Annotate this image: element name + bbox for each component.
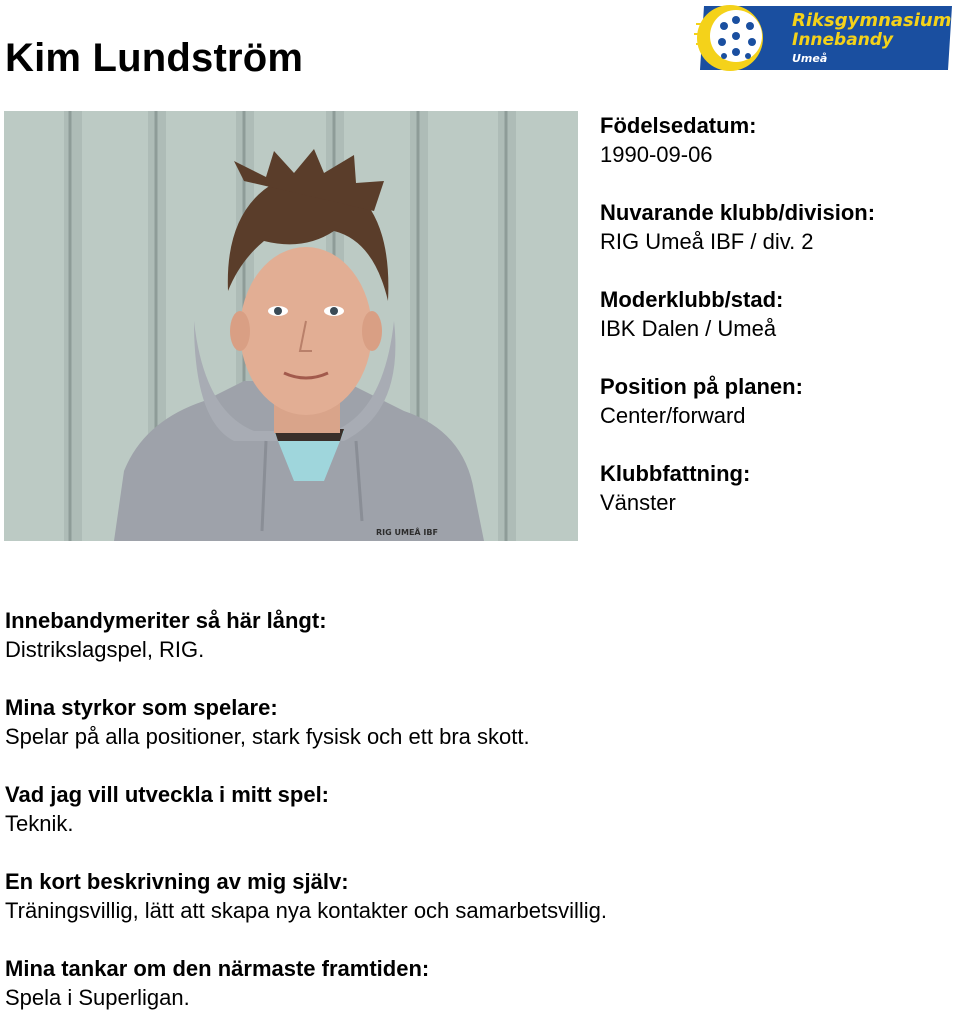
info-label: Klubbfattning: [600,461,751,486]
info-grip [600,459,955,517]
info-birthdate [600,111,955,169]
profile-sections [5,606,955,1012]
info-value: 1990-09-06 [600,142,713,167]
section-label: Mina styrkor som spelare: [5,695,278,720]
info-label: Nuvarande klubb/division: [600,200,876,225]
page-title: Kim Lundström [5,36,304,80]
info-label: Moderklubb/stad: [600,287,784,312]
section-value: Teknik. [5,811,74,836]
section-value: Spela i Superligan. [5,985,190,1010]
logo-line1: Riksgymnasium [792,10,952,31]
shirt-print: RIG UMEÅ IBF [376,528,438,537]
section-develop [5,780,955,838]
info-value: RIG Umeå IBF / div. 2 [600,229,814,254]
info-value: Vänster [600,490,676,515]
section-label: Vad jag vill utveckla i mitt spel: [5,782,330,807]
section-value: Träningsvillig, lätt att skapa nya kontakter och samarbetsvillig. [5,898,608,923]
info-label: Födelsedatum: [600,113,757,138]
section-label: Mina tankar om den närmaste framtiden: [5,956,430,981]
logo-line2: Innebandy [792,30,894,50]
section-description [5,867,955,925]
section-future [5,954,955,1012]
info-position [600,372,955,430]
info-label: Position på planen: [600,374,803,399]
info-current-club [600,198,955,256]
club-logo [694,4,956,72]
info-value: Center/forward [600,403,746,428]
section-label: Innebandymeriter så här långt: [5,608,327,633]
section-strengths [5,693,955,751]
info-home-club [600,285,955,343]
section-value: Spelar på alla positioner, stark fysisk och ett bra skott. [5,724,530,749]
info-column [600,111,955,546]
logo-line3: Umeå [792,52,828,65]
section-value: Distrikslagspel, RIG. [5,637,205,662]
section-merits [5,606,955,664]
player-photo [4,111,578,541]
section-label: En kort beskrivning av mig själv: [5,869,349,894]
info-value: IBK Dalen / Umeå [600,316,777,341]
